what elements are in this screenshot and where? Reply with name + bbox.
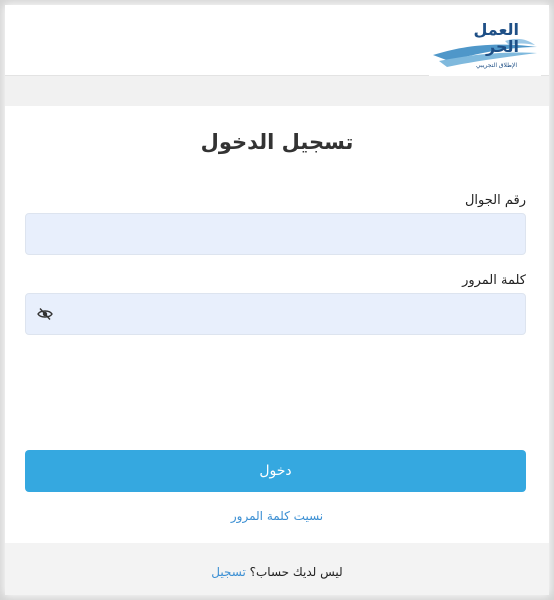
page-title: تسجيل الدخول (200, 130, 354, 154)
phone-input[interactable] (25, 213, 526, 255)
register-link[interactable]: تسجيل (211, 565, 246, 579)
logo-title-line2: الحر (486, 37, 519, 56)
phone-label: رقم الجوال (464, 193, 526, 208)
login-button[interactable]: دخول (25, 450, 526, 492)
logo-title (439, 21, 519, 55)
header-separator-band (5, 76, 549, 106)
header (5, 5, 549, 76)
footer-text (0, 565, 554, 579)
password-label: كلمة المرور (462, 273, 526, 288)
no-account-question: ليس لديك حساب؟ (249, 565, 343, 579)
password-input[interactable] (25, 293, 526, 335)
logo-subtitle: الإطلاق التجريبي (476, 62, 517, 69)
eye-slash-icon[interactable] (37, 306, 53, 320)
forgot-password-link[interactable]: نسيت كلمة المرور (230, 509, 324, 523)
logo (429, 17, 541, 77)
logo-title-line1: العمل (473, 20, 519, 39)
